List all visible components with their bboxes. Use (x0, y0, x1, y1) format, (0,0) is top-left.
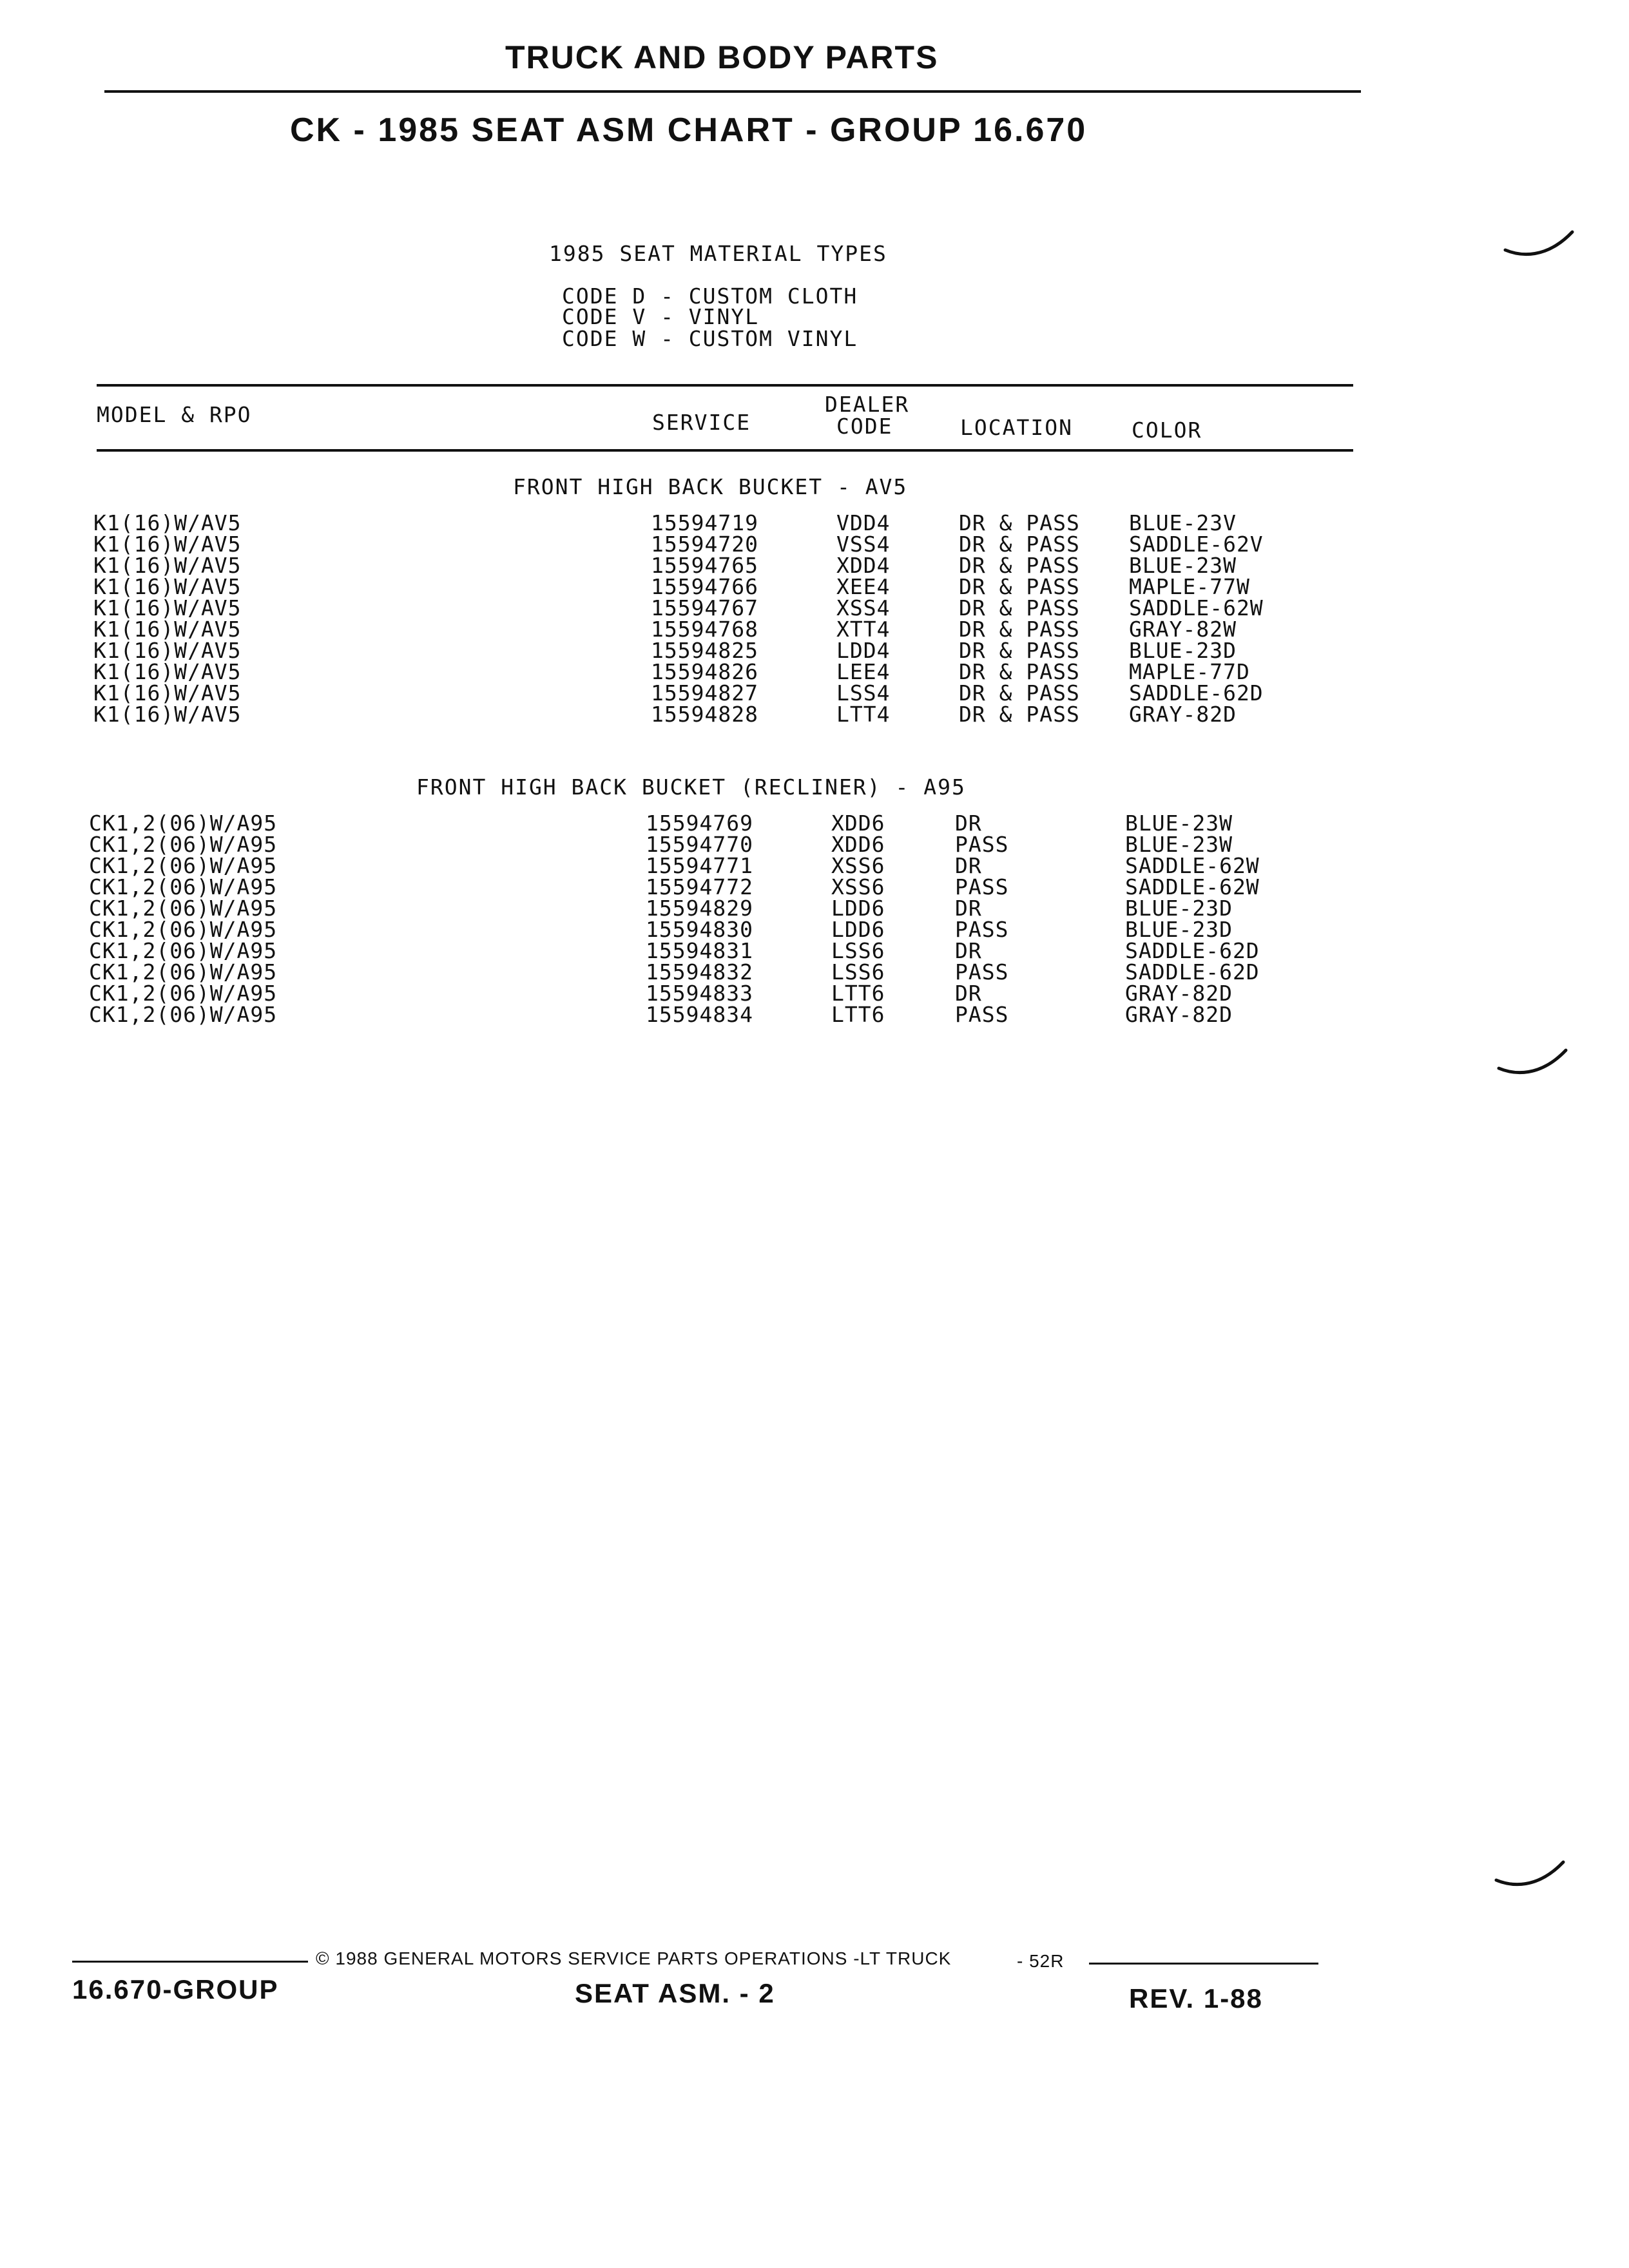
color-cell: GRAY-82D (1125, 981, 1233, 1006)
table-row (0, 617, 1629, 642)
color-cell: SADDLE-62D (1125, 938, 1260, 963)
dealer-cell: VSS4 (836, 532, 891, 557)
model-cell: CK1,2(06)W/A95 (89, 1002, 278, 1027)
color-cell: BLUE-23V (1129, 510, 1237, 535)
service-cell: 15594825 (651, 638, 758, 663)
model-cell: K1(16)W/AV5 (93, 574, 242, 599)
service-cell: 15594833 (646, 981, 753, 1006)
table-row (0, 680, 1629, 706)
table-row (0, 811, 1629, 836)
table-row (0, 832, 1629, 857)
dealer-cell: LTT4 (836, 702, 891, 727)
table-row (0, 896, 1629, 921)
location-cell: DR & PASS (959, 510, 1080, 535)
model-cell: K1(16)W/AV5 (93, 617, 242, 642)
binder-hole-mark-icon (1501, 226, 1579, 271)
dealer-cell: LDD4 (836, 638, 891, 663)
color-cell: SADDLE-62W (1129, 595, 1264, 620)
color-cell: GRAY-82W (1129, 617, 1237, 642)
footer-rule-right (1089, 1963, 1318, 1965)
color-cell: SADDLE-62V (1129, 532, 1264, 557)
footer-rule-left (72, 1961, 308, 1963)
dealer-cell: XSS6 (831, 853, 885, 878)
material-code-v: CODE V - VINYL (562, 304, 760, 329)
table-row (0, 659, 1629, 684)
section-title-a95: FRONT HIGH BACK BUCKET (RECLINER) - A95 (416, 774, 966, 800)
color-cell: BLUE-23D (1129, 638, 1237, 663)
table-row (0, 553, 1629, 578)
service-cell: 15594831 (646, 938, 753, 963)
location-cell: DR & PASS (959, 574, 1080, 599)
color-cell: GRAY-82D (1125, 1002, 1233, 1027)
model-cell: CK1,2(06)W/A95 (89, 981, 278, 1006)
service-cell: 15594766 (651, 574, 758, 599)
color-cell: BLUE-23D (1125, 896, 1233, 921)
table-row (0, 702, 1629, 727)
color-cell: SADDLE-62W (1125, 874, 1260, 899)
location-cell: DR (955, 853, 982, 878)
table-row (0, 1002, 1629, 1027)
table-row (0, 532, 1629, 557)
service-cell: 15594827 (651, 680, 758, 706)
section-title-av5: FRONT HIGH BACK BUCKET - AV5 (513, 474, 908, 499)
location-cell: DR & PASS (959, 680, 1080, 706)
location-cell: PASS (955, 874, 1009, 899)
material-code-w: CODE W - CUSTOM VINYL (562, 326, 858, 351)
table-row (0, 874, 1629, 899)
footer-group: 16.670-GROUP (72, 1974, 279, 2004)
table-row (0, 574, 1629, 599)
dealer-cell: XDD6 (831, 811, 885, 836)
color-cell: BLUE-23D (1125, 917, 1233, 942)
service-cell: 15594769 (646, 811, 753, 836)
location-cell: DR & PASS (959, 617, 1080, 642)
table-row (0, 510, 1629, 535)
service-cell: 15594719 (651, 510, 758, 535)
column-header-model: MODEL & RPO (97, 402, 252, 427)
dealer-cell: VDD4 (836, 510, 891, 535)
model-cell: K1(16)W/AV5 (93, 702, 242, 727)
dealer-cell: LSS6 (831, 938, 885, 963)
table-row (0, 917, 1629, 942)
copyright-notice: © 1988 GENERAL MOTORS SERVICE PARTS OPERATIONS -LT TRUCK (316, 1948, 952, 1968)
table-row (0, 938, 1629, 963)
footer-section: SEAT ASM. - 2 (575, 1978, 775, 2008)
service-cell: 15594826 (651, 659, 758, 684)
location-cell: PASS (955, 832, 1009, 857)
material-types-heading: 1985 SEAT MATERIAL TYPES (549, 241, 887, 266)
chart-title: CK - 1985 SEAT ASM CHART - GROUP 16.670 (290, 111, 1088, 149)
dealer-cell: LTT6 (831, 1002, 885, 1027)
table-row (0, 638, 1629, 663)
model-cell: K1(16)W/AV5 (93, 553, 242, 578)
service-cell: 15594767 (651, 595, 758, 620)
color-cell: BLUE-23W (1125, 832, 1233, 857)
dealer-cell: LDD6 (831, 896, 885, 921)
header-rule (104, 90, 1361, 93)
location-cell: PASS (955, 959, 1009, 985)
model-cell: CK1,2(06)W/A95 (89, 874, 278, 899)
table-row (0, 959, 1629, 985)
column-header-color: COLOR (1132, 418, 1202, 443)
dealer-cell: XTT4 (836, 617, 891, 642)
page-header-title: TRUCK AND BODY PARTS (505, 39, 939, 75)
dealer-cell: XSS4 (836, 595, 891, 620)
dealer-cell: XSS6 (831, 874, 885, 899)
location-cell: DR & PASS (959, 595, 1080, 620)
color-cell: SADDLE-62D (1125, 959, 1260, 985)
location-cell: PASS (955, 1002, 1009, 1027)
table-row (0, 981, 1629, 1006)
color-cell: MAPLE-77D (1129, 659, 1250, 684)
location-cell: DR & PASS (959, 532, 1080, 557)
model-cell: CK1,2(06)W/A95 (89, 853, 278, 878)
dealer-cell: XEE4 (836, 574, 891, 599)
column-header-bottom-rule (97, 449, 1353, 452)
location-cell: DR (955, 896, 982, 921)
table-row (0, 853, 1629, 878)
color-cell: BLUE-23W (1125, 811, 1233, 836)
service-cell: 15594830 (646, 917, 753, 942)
service-cell: 15594828 (651, 702, 758, 727)
model-cell: K1(16)W/AV5 (93, 510, 242, 535)
color-cell: GRAY-82D (1129, 702, 1237, 727)
location-cell: DR & PASS (959, 638, 1080, 663)
location-cell: DR & PASS (959, 659, 1080, 684)
model-cell: CK1,2(06)W/A95 (89, 938, 278, 963)
color-cell: MAPLE-77W (1129, 574, 1250, 599)
dealer-cell: XDD6 (831, 832, 885, 857)
service-cell: 15594829 (646, 896, 753, 921)
dealer-cell: LSS4 (836, 680, 891, 706)
color-cell: BLUE-23W (1129, 553, 1237, 578)
location-cell: DR (955, 938, 982, 963)
column-header-location: LOCATION (960, 415, 1073, 440)
column-header-top-rule (97, 384, 1353, 387)
location-cell: DR (955, 811, 982, 836)
model-cell: CK1,2(06)W/A95 (89, 832, 278, 857)
model-cell: K1(16)W/AV5 (93, 659, 242, 684)
dealer-cell: LTT6 (831, 981, 885, 1006)
binder-hole-mark-icon (1492, 1856, 1570, 1901)
dealer-cell: LEE4 (836, 659, 891, 684)
service-cell: 15594768 (651, 617, 758, 642)
service-cell: 15594720 (651, 532, 758, 557)
location-cell: DR & PASS (959, 702, 1080, 727)
model-cell: CK1,2(06)W/A95 (89, 811, 278, 836)
service-cell: 15594771 (646, 853, 753, 878)
location-cell: PASS (955, 917, 1009, 942)
dealer-cell: LSS6 (831, 959, 885, 985)
model-cell: CK1,2(06)W/A95 (89, 917, 278, 942)
footer-revision: REV. 1-88 (1129, 1983, 1263, 2013)
page-reference: - 52R (1017, 1951, 1065, 1971)
column-header-service: SERVICE (652, 410, 751, 435)
dealer-cell: XDD4 (836, 553, 891, 578)
model-cell: K1(16)W/AV5 (93, 532, 242, 557)
model-cell: K1(16)W/AV5 (93, 680, 242, 706)
service-cell: 15594772 (646, 874, 753, 899)
service-cell: 15594770 (646, 832, 753, 857)
column-header-dealer: DEALER (825, 392, 910, 417)
column-header-code: CODE (836, 414, 893, 439)
model-cell: K1(16)W/AV5 (93, 595, 242, 620)
service-cell: 15594832 (646, 959, 753, 985)
binder-hole-mark-icon (1495, 1044, 1572, 1089)
material-code-d: CODE D - CUSTOM CLOTH (562, 284, 858, 309)
model-cell: CK1,2(06)W/A95 (89, 959, 278, 985)
service-cell: 15594834 (646, 1002, 753, 1027)
model-cell: CK1,2(06)W/A95 (89, 896, 278, 921)
color-cell: SADDLE-62W (1125, 853, 1260, 878)
location-cell: DR (955, 981, 982, 1006)
model-cell: K1(16)W/AV5 (93, 638, 242, 663)
service-cell: 15594765 (651, 553, 758, 578)
color-cell: SADDLE-62D (1129, 680, 1264, 706)
dealer-cell: LDD6 (831, 917, 885, 942)
location-cell: DR & PASS (959, 553, 1080, 578)
table-row (0, 595, 1629, 620)
